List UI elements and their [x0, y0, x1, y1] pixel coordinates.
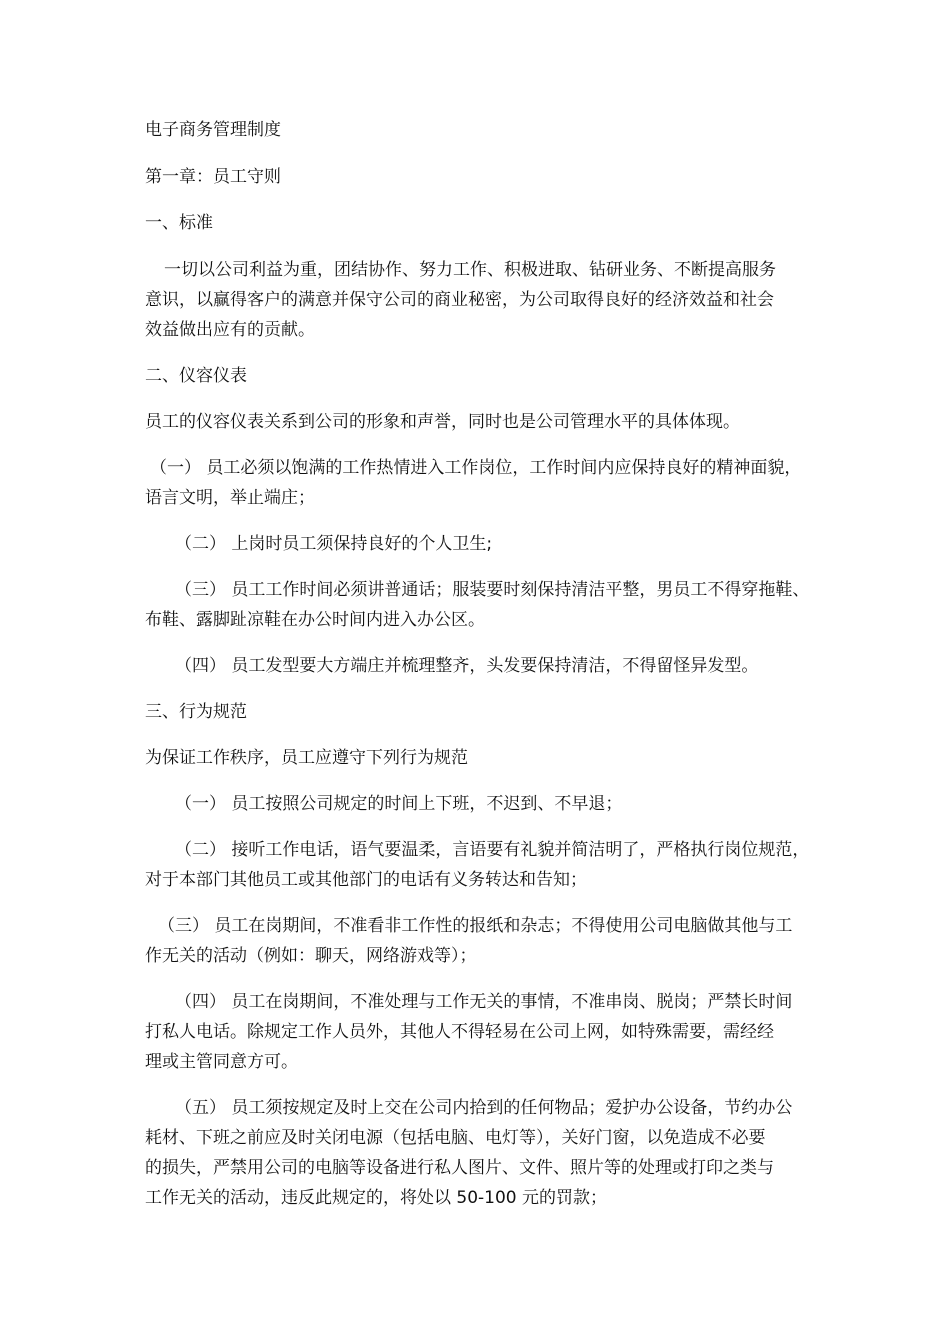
document-title: 电子商务管理制度 — [145, 120, 281, 140]
list-item-line: 工作无关的活动，违反此规定的，将处以 50-100 元的罚款； — [145, 1188, 608, 1208]
paragraph-line: 效益做出应有的贡献。 — [145, 320, 315, 340]
list-item-line: （三） 员工工作时间必须讲普通话；服装要时刻保持清洁平整，男员工不得穿拖鞋、 — [175, 580, 810, 600]
section-heading-standard: 一、标准 — [145, 213, 213, 233]
list-item-line: 耗材、下班之前应及时关闭电源（包括电脑、电灯等），关好门窗，以免造成不必要 — [145, 1128, 766, 1148]
paragraph-line: 意识，以赢得客户的满意并保守公司的商业秘密，为公司取得良好的经济效益和社会 — [145, 290, 774, 310]
list-item-line: （二） 接听工作电话，语气要温柔，言语要有礼貌并简洁明了，严格执行岗位规范， — [175, 840, 810, 860]
list-item-line: （三） 员工在岗期间，不准看非工作性的报纸和杂志；不得使用公司电脑做其他与工 — [158, 916, 793, 936]
section-intro: 员工的仪容仪表关系到公司的形象和声誉，同时也是公司管理水平的具体体现。 — [145, 412, 740, 432]
list-item-line: 打私人电话。除规定工作人员外，其他人不得轻易在公司上网，如特殊需要，需经经 — [145, 1022, 774, 1042]
list-item-line: （四） 员工在岗期间，不准处理与工作无关的事情，不准串岗、脱岗；严禁长时间 — [175, 992, 793, 1012]
list-item-line: 作无关的活动（例如：聊天，网络游戏等）； — [145, 946, 477, 966]
section-heading-appearance: 二、仪容仪表 — [145, 366, 247, 386]
list-item-line: 对于本部门其他员工或其他部门的电话有义务转达和告知； — [145, 870, 587, 890]
paragraph-line: 一切以公司利益为重，团结协作、努力工作、积极进取、钻研业务、不断提高服务 — [164, 260, 776, 280]
list-item-line: 布鞋、露脚趾凉鞋在办公时间内进入办公区。 — [145, 610, 485, 630]
list-item-line: （四） 员工发型要大方端庄并梳理整齐，头发要保持清洁，不得留怪异发型。 — [175, 656, 759, 676]
list-item-line: 的损失，严禁用公司的电脑等设备进行私人图片、文件、照片等的处理或打印之类与 — [145, 1158, 774, 1178]
list-item-line: （二） 上岗时员工须保持良好的个人卫生; — [175, 534, 493, 554]
list-item-line: （一） 员工按照公司规定的时间上下班，不迟到、不早退； — [175, 794, 623, 814]
list-item-line: （五） 员工须按规定及时上交在公司内拾到的任何物品；爱护办公设备，节约办公 — [175, 1098, 793, 1118]
list-item-line: 语言文明，举止端庄； — [145, 488, 315, 508]
section-intro: 为保证工作秩序，员工应遵守下列行为规范 — [145, 748, 468, 768]
list-item-line: 理或主管同意方可。 — [145, 1052, 298, 1072]
list-item-line: （一） 员工必须以饱满的工作热情进入工作岗位，工作时间内应保持良好的精神面貌， — [150, 458, 802, 478]
section-heading-conduct: 三、行为规范 — [145, 702, 247, 722]
chapter-heading: 第一章：员工守则 — [145, 167, 281, 187]
